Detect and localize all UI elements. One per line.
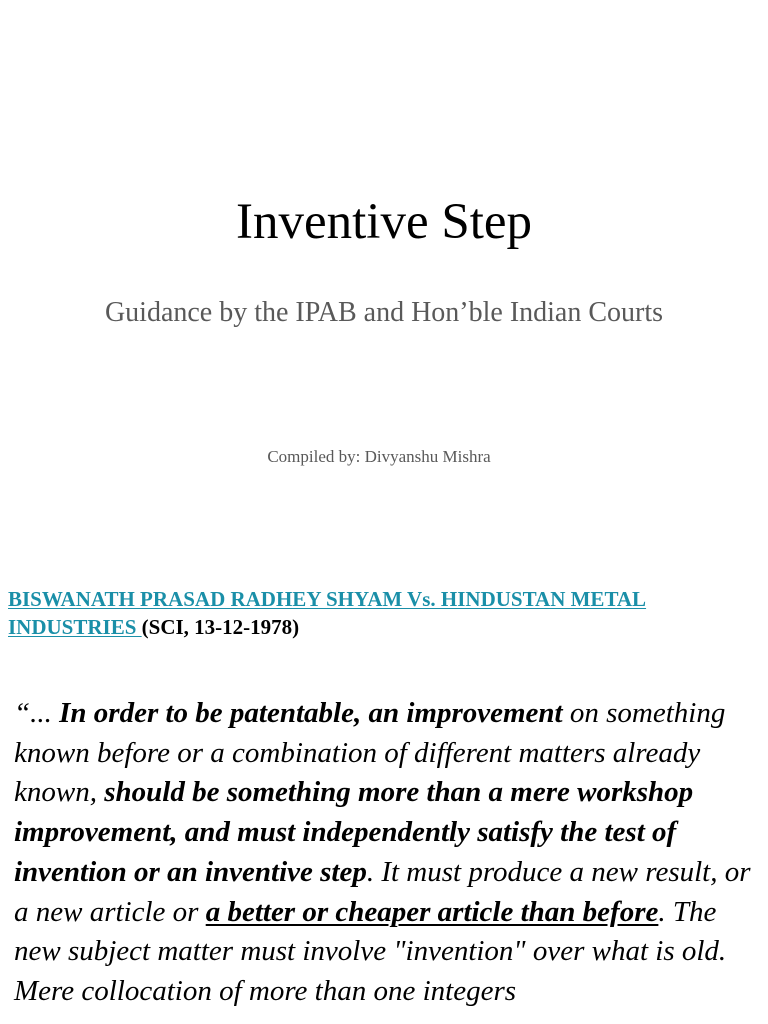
judgment-quote: [14, 694, 758, 1012]
page-title: Inventive Step: [235, 194, 532, 250]
quote-text-2: . It must produce a new result, or a new article or: [14, 855, 751, 928]
quote-text-3: . The new subject matter must involve "invention" over what is old. Mere collocation of more than one integers: [14, 895, 727, 1007]
quote-opening: “...: [14, 697, 60, 729]
compiled-by-credit: Compiled by: Divyanshu Mishra: [267, 447, 491, 466]
page-subtitle: Guidance by the IPAB and Hon’ble Indian Courts: [104, 297, 664, 328]
case-citation: [8, 585, 748, 641]
case-court-date: (SCI, 13-12-1978): [141, 615, 300, 639]
quote-emphasis-workshop: should be something more than a mere workshop improvement, and must independently satisfy the test of invention or an inventive step: [14, 776, 694, 888]
quote-emphasis-better-cheaper: a better or cheaper article than before: [205, 895, 659, 928]
quote-text-1: on something known before or a combination of different matters already known,: [14, 697, 726, 809]
quote-emphasis-patentable: In order to be patentable, an improvement: [59, 697, 563, 729]
case-title-link[interactable]: BISWANATH PRASAD RADHEY SHYAM Vs. HINDUSTAN METAL INDUSTRIES: [8, 587, 647, 639]
